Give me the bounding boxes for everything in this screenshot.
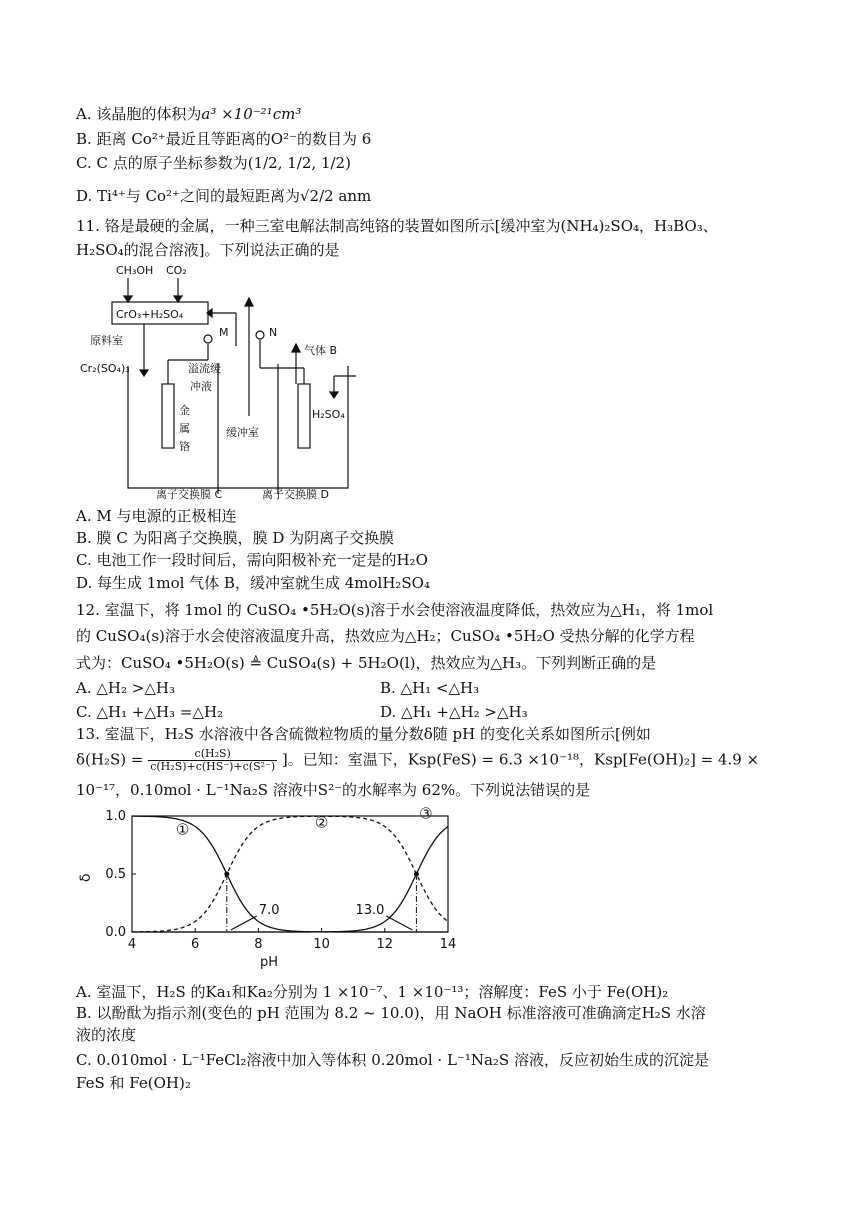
q10-option-a-text: A. 该晶胞的体积为 [76, 105, 202, 123]
q11-stem-line1: 11. 铬是最硬的金属，一种三室电解法制高纯铬的装置如图所示[缓冲室为(NH₄)₂SO₄，H₃BO₃、 [76, 217, 718, 235]
electrolysis-diagram [76, 256, 376, 506]
q11-option-b: B. 膜 C 为阳离子交换膜，膜 D 为阴离子交换膜 [76, 529, 395, 547]
diagram-box-label: CrO₃+H₂SO₄ [116, 308, 184, 321]
q13-fraction-numerator: c(H₂S) [148, 748, 277, 761]
annotation-arrow-2 [386, 916, 412, 930]
y-tick-label: 0.0 [105, 925, 126, 940]
annotation-arrow-1 [231, 916, 257, 930]
diagram-metal-label-1: 金 [179, 404, 190, 417]
q11-stem-line2: H₂SO₄的混合溶液]。下列说法正确的是 [76, 241, 340, 259]
q13-option-b-line2: 液的浓度 [76, 1026, 137, 1044]
q13-option-b-line1: B. 以酚酞为指示剂(变色的 pH 范围为 8.2 ~ 10.0)，用 NaOH 标准溶液可准确滴定H₂S 水溶 [76, 1004, 706, 1022]
x-tick-label: 8 [254, 937, 263, 952]
q10-option-b: B. 距离 Co²⁺最近且等距离的O²⁻的数目为 6 [76, 130, 372, 148]
q13-option-c-line2: FeS 和 Fe(OH)₂ [76, 1074, 191, 1092]
q13-ksp-text: ]。已知：室温下，Ksp(FeS) = 6.3 ×10⁻¹⁸，Ksp[Fe(OH)₂] = 4.9 × [281, 750, 760, 769]
x-tick-label: 6 [191, 937, 200, 952]
annotation-label-1: 7.0 [258, 903, 280, 918]
y-axis-label: δ [78, 873, 94, 882]
diagram-overflow-label-2: 冲液 [190, 380, 212, 393]
q12-stem-line3: 式为：CuSO₄ •5H₂O(s) ≜ CuSO₄(s) + 5H₂O(l)，热效应为△H₃。下列判断正确的是 [76, 654, 657, 672]
series-label-1: ① [175, 820, 190, 839]
q13-stem-line3: 10⁻¹⁷，0.10mol · L⁻¹Na₂S 溶液中S²⁻的水解率为 62%。下列说法错误的是 [76, 781, 591, 799]
q10-option-c-text: C. C 点的原子坐标参数为 [76, 154, 248, 172]
x-tick-label: 4 [127, 937, 137, 952]
series-label-3: ③ [419, 804, 433, 823]
q12-option-a: A. △H₂ >△H₃ [76, 679, 175, 697]
q12-options-row2 [76, 702, 528, 722]
delta-ph-chart [76, 800, 476, 980]
y-tick-label: 1.0 [105, 809, 126, 824]
diagram-m-label: M [219, 326, 229, 339]
q13-fraction-denominator: c(H₂S)+c(HS⁻)+c(S²⁻) [150, 760, 276, 773]
diagram-raw-room-label: 原料室 [90, 334, 123, 347]
q11-option-a: A. M 与电源的正极相连 [76, 507, 237, 525]
q10-option-d-math: √2/2 anm [299, 187, 372, 205]
diagram-metal-label-2: 属 [179, 422, 190, 435]
diagram-co2-label: CO₂ [166, 264, 187, 277]
q13-option-a: A. 室温下，H₂S 的Ka₁和Ka₂分别为 1 ×10⁻⁷、1 ×10⁻¹³；溶解度：FeS 小于 Fe(OH)₂ [76, 983, 669, 1001]
y-tick-label: 0.5 [105, 867, 126, 882]
x-axis-label: pH [260, 955, 279, 970]
annotation-label-2: 13.0 [355, 903, 385, 918]
diagram-ch3oh-label: CH₃OH [116, 264, 154, 277]
diagram-overflow-label-1: 溢流缓 [188, 362, 221, 375]
q10-option-d [76, 186, 371, 206]
q11-option-c: C. 电池工作一段时间后，需向阳极补充一定是的H₂O [76, 551, 428, 569]
q10-option-a-math: a³ ×10⁻²¹cm³ [201, 105, 302, 123]
diagram-membrane-c-label: 离子交换膜 C [156, 488, 223, 501]
q12-stem-line1: 12. 室温下，将 1mol 的 CuSO₄ •5H₂O(s)溶于水会使溶液温度降低，热效应为△H₁，将 1mol [76, 601, 714, 619]
q10-option-d-text: D. Ti⁴⁺与 Co²⁺之间的最短距离为 [76, 187, 300, 205]
x-tick-label: 14 [439, 937, 457, 952]
series-label-2: ② [314, 813, 329, 832]
q10-option-a [76, 104, 301, 124]
q10-option-c-math: (1/2, 1/2, 1/2) [247, 154, 351, 172]
q13-stem-line1: 13. 室温下，H₂S 水溶液中各含硫微粒物质的量分数δ随 pH 的变化关系如图所示[例如 [76, 725, 651, 743]
q12-options-row1 [76, 678, 480, 698]
x-tick-label: 12 [376, 937, 394, 952]
q12-option-d: D. △H₁ +△H₂ >△H₃ [380, 703, 528, 721]
q11-option-d: D. 每生成 1mol 气体 B，缓冲室就生成 4molH₂SO₄ [76, 574, 430, 592]
q13-option-c-line1: C. 0.010mol · L⁻¹FeCl₂溶液中加入等体积 0.20mol · L⁻¹Na₂S 溶液，反应初始生成的沉淀是 [76, 1051, 709, 1069]
diagram-n-label: N [269, 326, 278, 339]
q13-stem-line2 [76, 748, 759, 773]
series-line-3 [132, 827, 448, 933]
q13-delta-def: δ(H₂S) = [76, 750, 144, 769]
diagram-gas-b-label: 气体 B [304, 344, 338, 357]
q12-option-b: B. △H₁ <△H₃ [380, 679, 480, 697]
q12-option-c: C. △H₁ +△H₃ =△H₂ [76, 703, 224, 721]
q10-option-c [76, 153, 351, 173]
diagram-acid-label: H₂SO₄ [312, 408, 345, 421]
q13-fraction [148, 748, 277, 773]
q12-stem-line2: 的 CuSO₄(s)溶于水会使溶液温度升高，热效应为△H₂；CuSO₄ •5H₂O 受热分解的化学方程 [76, 627, 695, 645]
diagram-feed-label: Cr₂(SO₄)₃ [80, 362, 130, 375]
diagram-buffer-label: 缓冲室 [226, 426, 259, 439]
x-tick-label: 10 [313, 937, 330, 952]
diagram-membrane-d-label: 离子交换膜 D [262, 488, 329, 501]
diagram-metal-label-3: 铬 [179, 440, 190, 453]
